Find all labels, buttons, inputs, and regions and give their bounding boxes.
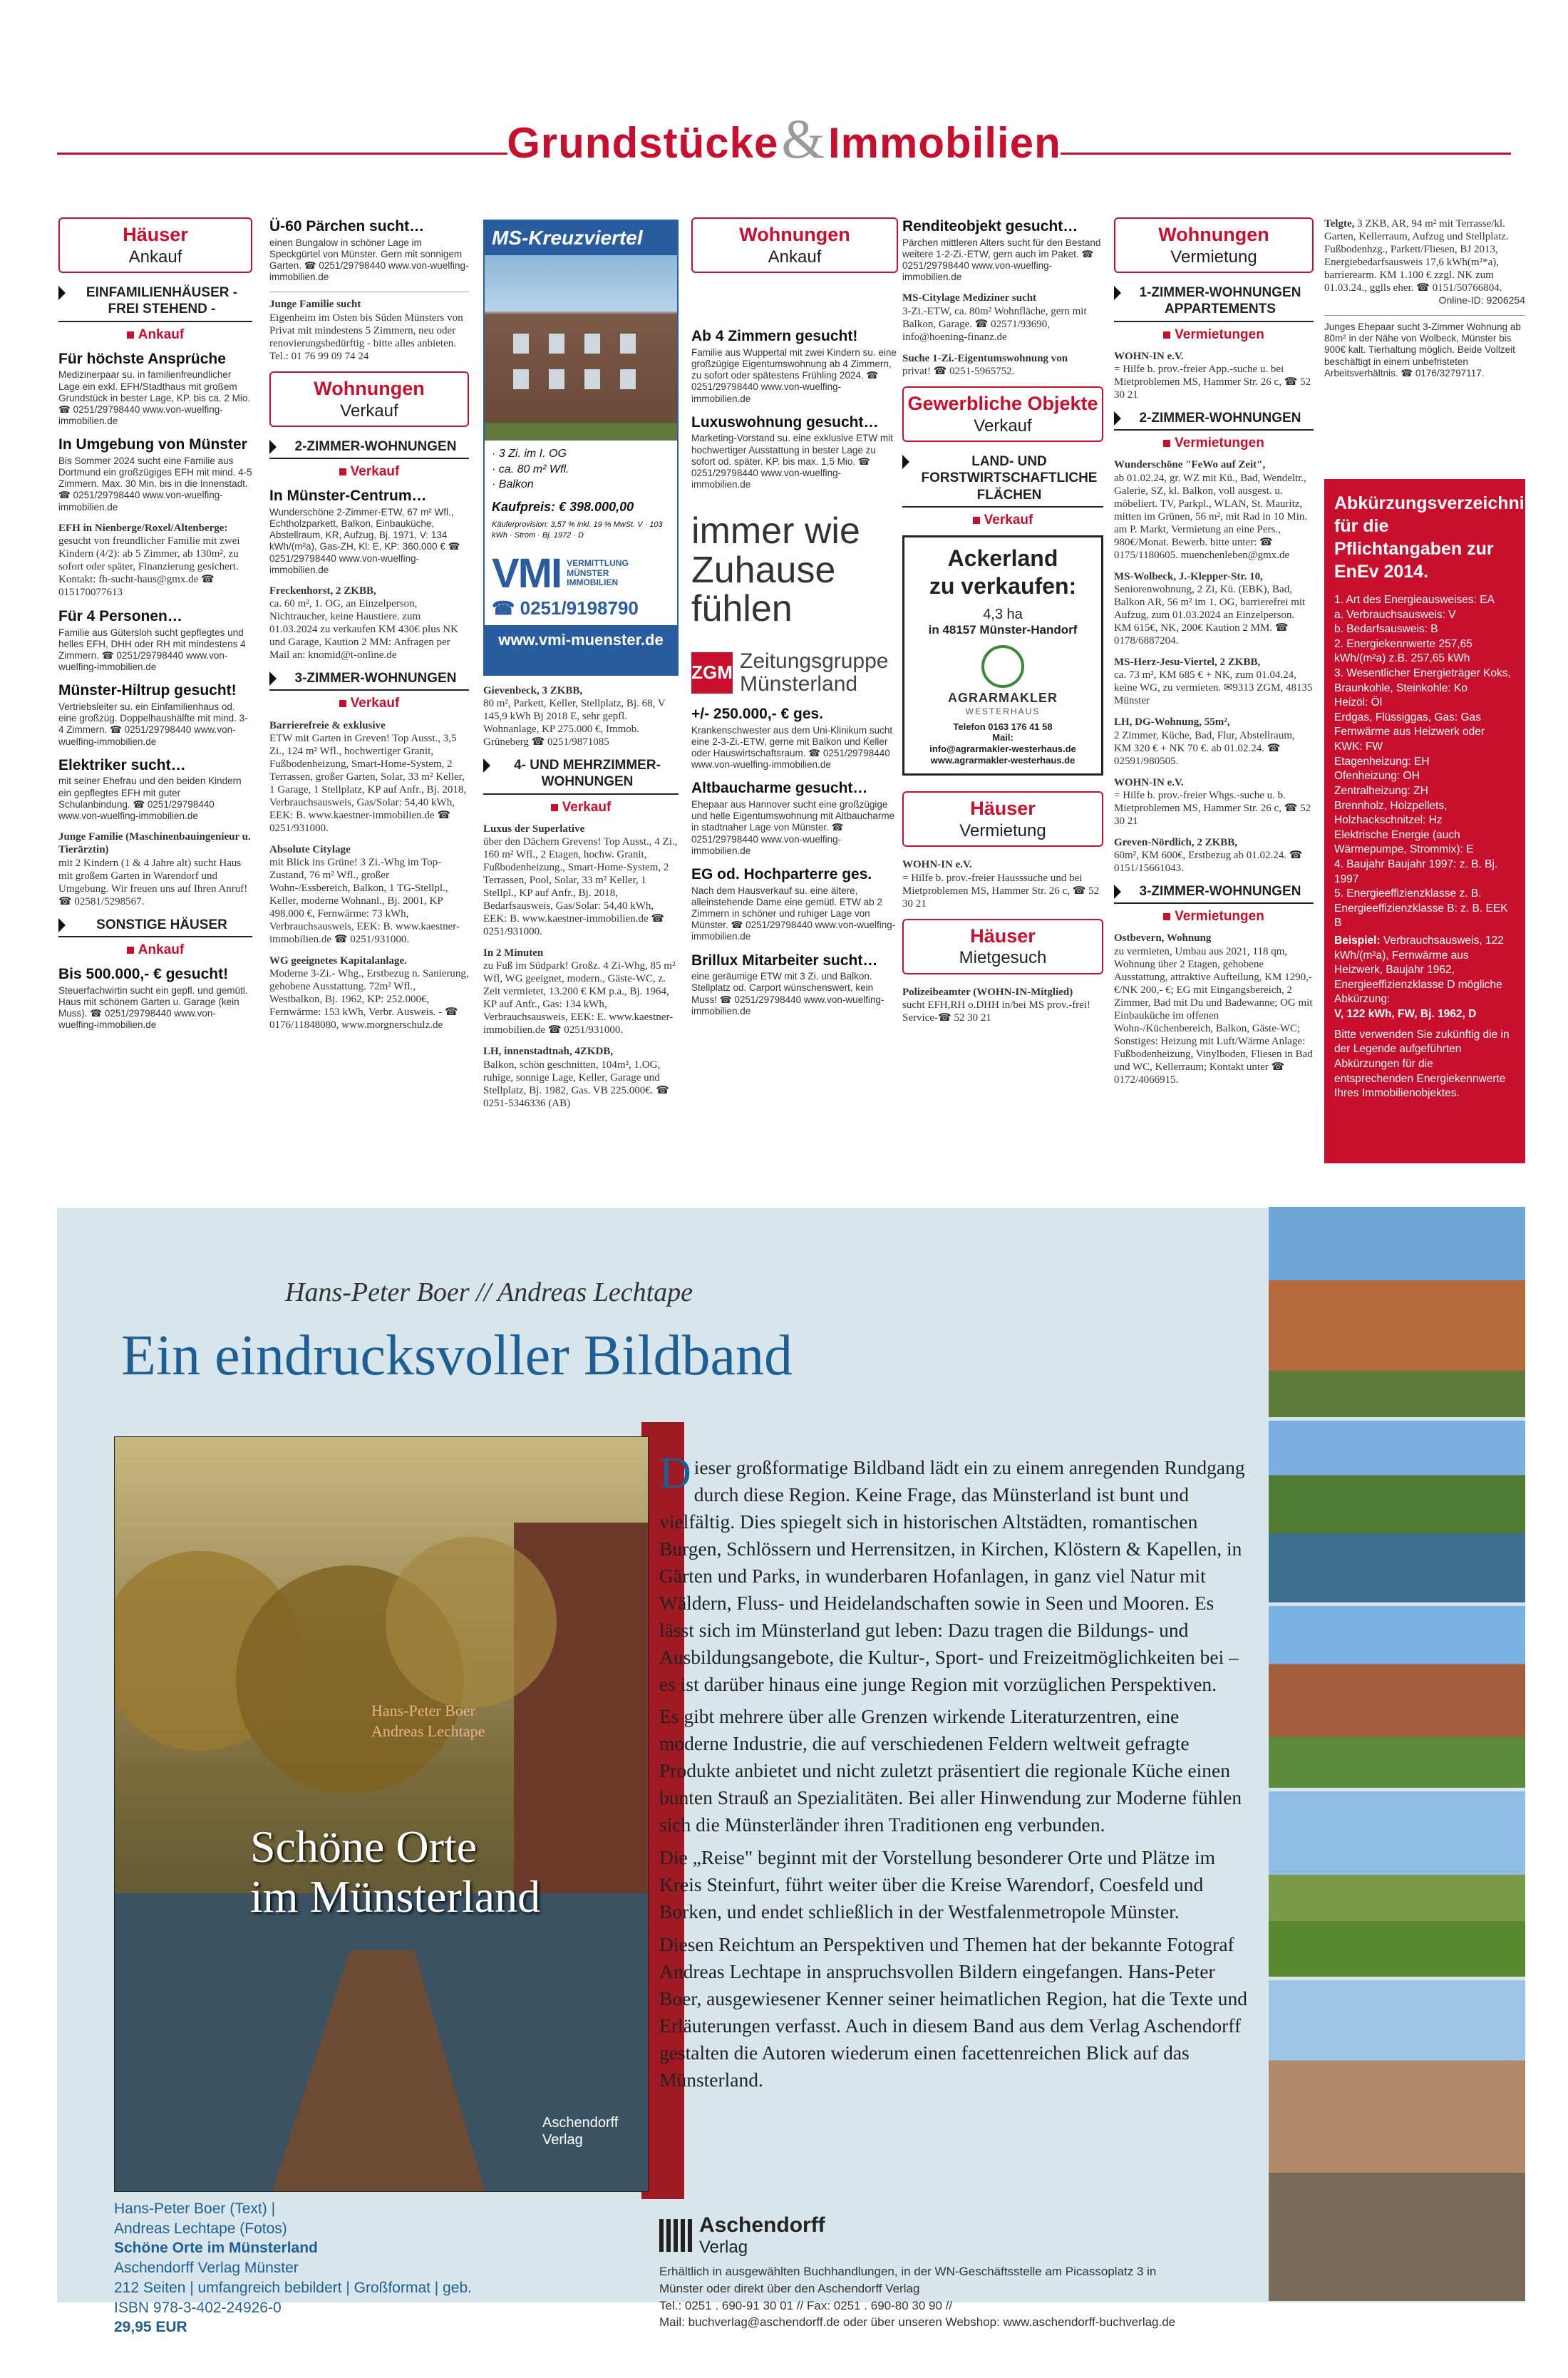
slogan-line: immer wie xyxy=(691,510,860,552)
book-meta-line: Hans-Peter Boer (Text) | xyxy=(114,2201,276,2217)
acker-brand-sub: WESTERHAUS xyxy=(965,706,1041,716)
legend-item: 5. Energieeffizienzklasse z. B. Energieeffizienzklasse B: z. B. EEK B xyxy=(1334,887,1508,930)
book-cover xyxy=(114,1436,649,2192)
ad-headline: LH, DG-Wohnung, 55m², xyxy=(1114,716,1230,729)
publisher-logo xyxy=(659,2213,825,2258)
book-title: im Münsterland xyxy=(250,1871,541,1923)
ad-body: ca. 60 m², 1. OG, an Einzelperson, Nichtraucher, keine Haustiere. zum 01.03.2024 zu verkaufen KM 430€ plus NK und Garage, Kaution 2 MM: Anfragen per Mail an: knomid@t-online.de xyxy=(269,598,458,662)
ad-headline: Für 4 Personen… xyxy=(58,608,182,625)
category-subtitle: Ankauf xyxy=(768,247,822,267)
column-1 xyxy=(58,217,252,1039)
book-meta-line: Andreas Lechtape (Fotos) xyxy=(114,2220,287,2237)
classified-ad xyxy=(58,681,252,747)
classified-ad xyxy=(1114,458,1314,561)
zgm-logo-line: Münsterland xyxy=(740,671,858,696)
category-title: Häuser xyxy=(123,224,188,245)
ad-body: über den Dächern Grevens! Top Ausst., 4 Zi., 160 m² Wfl., 2 Etagen, hochw. Granit, Fußbodenheizung., Smart-Home-System, 2 Terrassen, Pool, Solar, 33 m² Keller, 1 Stellpl., KP auf Anfr., Bj. 2018, Bedarfsausweis, Gas/Solar: 54,40 kWh, EEK: B. www.kaestner-immobilien.de ☎ 0251/931000. xyxy=(483,836,678,938)
ad-body: Seniorenwohnung, 2 Zi, Kü. (EBK), Bad, Balkon AR, 56 m² im 1. OG, barrierefrei mit Aufzug, zum 01.03.2024 an Einzelperson. KM 615€, NK, 200€ Kaution 2 MM. ☎ 0178/6887204. xyxy=(1114,583,1306,647)
section-title: LAND- UND FORSTWIRTSCHAFTLICHE FLÄCHEN xyxy=(902,453,1103,503)
ad-body: Nach dem Hausverkauf su. eine ältere, alleinstehende Dame eine gemütl. ETW ab 2 Zimmern in schöner und ruhiger Lage von Münster. ☎ 0251/29798440 www.von-wuelfing-immobilien.de xyxy=(691,885,896,942)
promo-paragraph: ieser großformatige Bildband lädt ein zu einem anregenden Rundgang durch diese Region. Keine Frage, das Münsterland ist bunt und vielfältig. Dies spiegelt sich in historischen Altstädten, romantischen Burgen, Schlössern und Herrensitzen, in Kirchen, Klöstern & Kapellen, in Gärten und Parks, in wunderbaren Hofanlagen, in ganz viel Natur mit Wäldern, Fluss- und Heidelandschaften sowie in Seen und Mooren. Es lässt sich im Münsterland gut leben: Dazu tragen die Bildungs- und Ausbildungsangebote, die Kultur-, Sport- und Freizeitmöglichkeiten bei – es ist darüber hinaus eine junge Region mit vorzüglichen Perspektiven. xyxy=(659,1456,1245,1695)
vmi-website: www.vmi-muenster.de xyxy=(485,625,677,655)
book-author: Andreas Lechtape xyxy=(371,1721,485,1740)
ad-headline: In 2 Minuten xyxy=(483,947,544,959)
legend-example-result: V, 122 kWh, FW, Bj. 1962, D xyxy=(1334,1008,1477,1021)
ad-body: ab 01.02.24, gr. WZ mit Kü., Bad, Wendeltr., Galerie, SZ, kl. Balkon, voll ausgest. u. möbeliert. TV, Parkpl., WLAN, St. Mauritz, mitten im Grünen, 56 m², mit Rad in 10 Min. am P. Markt, Vermietung an eine Pers., 980€/Monat. Bewerb. bitte unter: ☎ 0175/1180605. muenchenleben@gmx.de xyxy=(1114,472,1308,561)
ad-body: mit 2 Kindern (1 & 4 Jahre alt) sucht Haus mit großem Garten in Warendorf und Umgebung. Wir freuen uns auf Ihren Anruf! ☎ 02581/5298567. xyxy=(58,857,248,907)
ad-headline: WOHN-IN e.V. xyxy=(902,859,972,871)
vmi-price: Kaufpreis: € 398.000,00 xyxy=(492,499,634,514)
vmi-detail-area: · ca. 80 m² Wfl. xyxy=(492,463,569,475)
window-shape xyxy=(620,334,636,354)
ad-body: 3 ZKB, AR, 94 m² mit Terrasse/kl. Garten, Kellerraum, Aufzug und Stellplatz. Fußbodenhzg., Parkett/Fliesen, BJ 2013, Energiebedarfsausweis 17,6 kWh(m²*a), barrierearm. KM 1.100 € zzgl. NK zum 01.03.24., gglls eher. ☎ 0151/50766804. xyxy=(1324,218,1509,294)
section-subtitle: Vermietungen xyxy=(1114,908,1314,925)
classified-ad xyxy=(691,865,898,943)
legend-item: Etagenheizung: EH xyxy=(1334,755,1430,768)
ad-body: Eigenheim im Osten bis Süden Münsters von Privat mit mindestens 5 Zimmern, neu oder renovierungsbedürftig - bitte alles anbieten. Tel.: 01 76 99 09 74 24 xyxy=(269,312,463,362)
legend-footer: Bitte verwenden Sie zukünftig die in der Legende aufgeführten Abkürzungen für die entsprechenden Energiekennwerte Ihres Immobilienobjektes. xyxy=(1334,1028,1510,1100)
ad-body: zu vermieten, Umbau aus 2021, 118 qm, Wohnung über 2 Etagen, gehobene Ausstattung, attraktive Aufteilung, KM 1290,- €/NK 200,- €; EG mit Eingangsbereich, 2 Zimmer, Bad mit Du und Badewanne; OG mit Einbauküche im offenen Wohn-/Küchenbereich, Balkon, Gäste-WC; Sonstiges: Heizung mit Luft/Wärme Anlage: Fußbodenheizung, Vinylboden, Fliesen in Bad und WC, Kellerraum; Kontakt unter ☎ 0172/4066915. xyxy=(1114,945,1313,1086)
section-subtitle: Vermietungen xyxy=(1114,326,1314,343)
legend-example: Verbrauchsausweis, 122 kWh/(m²a), Fernwärme aus Heizwerk, Baujahr 1962, Energieeffizienzklasse D mögliche Abkürzung: xyxy=(1334,935,1504,1006)
classified-ad xyxy=(269,487,469,576)
ad-body: Vertriebsleiter su. ein Einfamilienhaus od. eine großzüg. Doppelhaushälfte mit mind. 3-4 Zimmern. ☎ 0251/29798440 www.von-wuelfing-immobilien.de xyxy=(58,701,248,747)
window-shape xyxy=(513,369,529,389)
classified-ad xyxy=(269,585,469,662)
vmi-brand-subtitle: VERMITTLUNG MÜNSTER IMMOBILIEN xyxy=(567,558,629,587)
section-rule xyxy=(1114,321,1314,322)
category-subtitle: Verkauf xyxy=(340,401,398,421)
vmi-phone: ☎ 0251/9198790 xyxy=(492,597,639,619)
ad-body: Ehepaar aus Hannover sucht eine großzügige und helle Eigentumswohnung mit Altbaucharme in stadtnaher Lage von Münster. ☎ 0251/29798440 www.von-wuelfing-immobilien.de xyxy=(691,799,895,856)
column-6 xyxy=(1114,217,1314,1095)
ad-body: Familie aus Wuppertal mit zwei Kindern su. eine großzügige Eigentumswohnung ab 4 Zimmern, zu sofort oder spätestens Frühling 2024. ☎ 0251/29798440 www.von-wuelfing-immobilien.de xyxy=(691,346,897,404)
photo-cows-pasture xyxy=(1269,1791,1525,1977)
spacer xyxy=(902,776,1103,791)
slogan-line: fühlen xyxy=(691,588,793,630)
book-meta-line: Aschendorff Verlag Münster xyxy=(114,2260,299,2277)
ad-body: = Hilfe b. prov.-freier App.-suche u. bei Mietproblemen MS, Hammer Str. 26 c, ☎ 52 30 21 xyxy=(1114,364,1311,401)
ad-body: Steuerfachwirtin sucht ein gepfl. und gemütl. Haus mit schönem Garten u. Garage (kein Muss). ☎ 0251/29798440 www.von-wuelfing-immobilien.de xyxy=(58,984,248,1031)
book-price: 29,95 EUR xyxy=(114,2319,187,2336)
ad-headline: Junge Familie (Maschinenbauingenieur u. Tierärztin) xyxy=(58,831,251,856)
classified-ad xyxy=(1114,716,1314,767)
ad-headline: WOHN-IN e.V. xyxy=(1114,776,1184,788)
acker-subtitle: zu verkaufen: xyxy=(929,572,1077,599)
section-subtitle: Vermietungen xyxy=(1114,435,1314,451)
column-7 xyxy=(1324,217,1525,388)
ad-body: Marketing-Vorstand su. eine exklusive ETW mit hochwertiger Ausstattung in bester Lage zu sofort od. später. KP. bis max. 1,5 Mio. ☎ 0251/29798440 www.von-wuelfing-immobilien.de xyxy=(691,433,893,490)
ad-headline: EFH in Nienberge/Roxel/Altenberge: xyxy=(58,522,228,534)
ad-body: ca. 73 m², KM 685 € + NK, zum 01.04.24, keine WG, zu vermieten. ✉9313 ZGM, 48135 Münster xyxy=(1114,669,1313,707)
ad-headline: Greven-Nördlich, 2 ZKBB, xyxy=(1114,836,1238,848)
classified-ad xyxy=(269,843,469,946)
classified-ad xyxy=(691,413,898,491)
section-title: 2-ZIMMER-WOHNUNGEN xyxy=(269,438,469,455)
photo-strip xyxy=(1269,1207,1525,2301)
legend-title: Abkürzungsverzeichnis für die Pflichtangaben zur EnEv 2014. xyxy=(1334,493,1535,582)
ad-headline: MS-Citylage Mediziner sucht xyxy=(902,292,1037,304)
ad-body: mit Blick ins Grüne! 3 Zi.-Whg im Top-Zustand, 76 m² Wfl., großer Wohn-/Essbereich, Balkon, 1 TG-Stellpl., Keller, moderne Wohnanl., Bj. 2001, KP 498.000 €, Fernwärme: 73 kWh, Verbrauchsausweis, EEK: B. www.kaestner-immobilien.de ☎ 0251/931000. xyxy=(269,857,460,946)
publisher-name: Aschendorff xyxy=(699,2213,825,2237)
ad-headline: Absolute Citylage xyxy=(269,843,351,855)
ad-headline: Gievenbeck, 3 ZKBB, xyxy=(483,685,583,696)
dropcap: D xyxy=(659,1449,691,1498)
book-meta xyxy=(114,2199,472,2337)
ad-headline: WOHN-IN e.V. xyxy=(1114,350,1184,362)
classified-ad xyxy=(1114,776,1314,828)
ad-headline: Elektriker sucht… xyxy=(58,756,186,773)
column-5 xyxy=(902,217,1103,1033)
classified-ad xyxy=(269,954,469,1031)
category-subtitle: Vermietung xyxy=(959,820,1046,840)
zgm-logo xyxy=(691,650,898,695)
ad-body: zu Fuß im Südpark! Großz. 4 Zi-Whg, 85 m² Wfl, WG geeignet, modern., Gäste-WC, z. Zeit vermietet, 13.200 € KM p.a., Bj. 1964, KP auf Anfr., Gas: 134 kWh, Verbrauchsausweis, EEK: E. www.kaestner-immobilien.de ☎ 0251/931000. xyxy=(483,960,676,1036)
ad-headline: Altbaucharme gesucht… xyxy=(691,780,868,797)
classified-ad xyxy=(58,830,252,908)
promo-headline: Ein eindrucksvoller Bildband xyxy=(121,1324,793,1387)
agrarmakler-icon xyxy=(981,645,1024,688)
photo-market-square xyxy=(1269,1980,1525,2301)
photo-castle xyxy=(1269,1421,1525,1602)
acker-area: 4,3 ha xyxy=(983,606,1023,622)
section-rule xyxy=(58,936,252,937)
window-shape xyxy=(620,369,636,389)
ad-headline: MS-Wolbeck, J.-Klepper-Str. 10, xyxy=(1114,570,1263,582)
ackerland-ad xyxy=(902,535,1103,776)
classified-ad xyxy=(902,217,1103,283)
classified-ad xyxy=(1114,836,1314,875)
ad-headline: Brillux Mitarbeiter sucht… xyxy=(691,952,878,969)
slogan-line: Zuhause xyxy=(691,549,836,591)
acker-mail-label: Mail: xyxy=(992,732,1013,743)
category-subtitle: Vermietung xyxy=(1170,247,1257,267)
ad-headline: In Umgebung von Münster xyxy=(58,436,247,453)
ad-headline: Junge Familie sucht xyxy=(269,299,361,311)
ad-body: Pärchen mittleren Alters sucht für den Bestand weitere 1-2-Zi.-ETW, gern auch im Paket. ☎ 0251/29798440 www.von-wuelfing-immobilien.de xyxy=(902,237,1101,283)
classified-ad xyxy=(483,1045,679,1109)
vmi-details xyxy=(485,441,677,547)
section-subtitle: Ankauf xyxy=(58,326,252,343)
ad-body: mit seiner Ehefrau und den beiden Kindern ein gepflegtes EFH mit guter Schulanbindung. ☎ 0251/29798440 www.von-wuelfing-immobilien.de xyxy=(58,776,242,821)
section-subtitle: Verkauf xyxy=(269,463,469,480)
legend-item: Erdgas, Flüssiggas, Gas: Gas xyxy=(1334,711,1481,724)
section-title: EINFAMILIENHÄUSER - FREI STEHEND - xyxy=(58,284,252,317)
legend-item: a. Verbrauchsausweis: V xyxy=(1334,608,1456,621)
column-4 xyxy=(691,217,898,1026)
slogan xyxy=(691,512,898,629)
zgm-logo-line: Zeitungsgruppe xyxy=(740,649,889,674)
section-subtitle: Verkauf xyxy=(483,799,679,815)
zgm-logo-mark: ZGM xyxy=(691,652,733,694)
classified-ad xyxy=(269,298,469,362)
classified-ad xyxy=(58,607,252,673)
classified-ad xyxy=(58,965,252,1031)
promo-paragraph: Die „Reise" beginnt mit der Vorstellung besonderer Orte und Plätze im Kreis Steinfurt, führt weiter über die Kreise Warendorf, Coesfeld und Borken, und endet schließlich in der Westfalenmetropole Münster. xyxy=(659,1846,1216,1923)
legend-example-label: Beispiel: xyxy=(1334,935,1381,947)
category-box xyxy=(902,386,1103,442)
category-box xyxy=(691,217,898,273)
ad-headline: EG od. Hochparterre ges. xyxy=(691,865,872,882)
section-title: 3-ZIMMER-WOHNUNGEN xyxy=(1114,883,1314,900)
ad-headline: Telgte, xyxy=(1324,218,1355,230)
header-title-left: Grundstücke xyxy=(507,119,779,167)
category-title: Häuser xyxy=(970,925,1036,947)
category-box xyxy=(902,791,1103,847)
promo-authors: Hans-Peter Boer // Andreas Lechtape xyxy=(285,1277,693,1307)
ad-headline: Polizeibeamter (WOHN-IN-Mitglied) xyxy=(902,986,1073,998)
ad-headline: Ab 4 Zimmern gesucht! xyxy=(691,328,858,345)
vmi-fineprint: Käuferprovision: 3,57 % inkl. 19 % MwSt. V · 103 kWh · Strom · Bj. 1972 · D xyxy=(492,520,663,540)
header-ampersand: & xyxy=(781,108,826,170)
classified-ad xyxy=(58,756,252,822)
classified-ad xyxy=(483,684,679,748)
ad-body: sucht EFH,RH o.DHH in/bei MS prov.-frei! Service-☎ 52 30 21 xyxy=(902,999,1091,1024)
section-header xyxy=(57,107,1511,185)
ad-headline: Ü-60 Pärchen sucht… xyxy=(269,218,425,235)
classified-ad xyxy=(902,352,1103,378)
book-isbn: ISBN 978-3-402-24926-0 xyxy=(114,2299,282,2316)
category-subtitle: Verkauf xyxy=(974,416,1032,436)
vmi-logo xyxy=(485,547,677,625)
section-rule xyxy=(58,321,252,322)
book-meta-title: Schöne Orte im Münsterland xyxy=(114,2240,318,2257)
section-rule xyxy=(902,506,1103,508)
category-subtitle: Ankauf xyxy=(128,247,182,267)
classified-ad xyxy=(269,217,469,283)
category-title: Wohnungen xyxy=(739,224,850,245)
classified-ad xyxy=(902,292,1103,343)
classified-ad xyxy=(691,327,898,405)
classified-ad xyxy=(1114,932,1314,1086)
window-shape xyxy=(513,334,529,354)
ad-headline: Suche 1-Zi.-Eigentumswohnung von xyxy=(902,352,1068,364)
category-subtitle: Mietgesuch xyxy=(959,948,1047,968)
acker-brand: AGRARMAKLER xyxy=(948,691,1058,706)
publisher-info-line: Erhältlich in ausgewählten Buchhandlungen, in der WN-Geschäftsstelle am Picassoplatz 3 in xyxy=(659,2265,1157,2278)
section-title: 3-ZIMMER-WOHNUNGEN xyxy=(269,670,469,686)
section-subtitle: Verkauf xyxy=(902,512,1103,528)
classified-ad xyxy=(483,823,679,938)
classified-ad xyxy=(691,952,898,1017)
legend-item: Heizöl: Öl xyxy=(1334,696,1383,709)
promo-text xyxy=(659,1449,1251,2099)
category-box xyxy=(58,217,252,273)
photo-manor xyxy=(1269,1606,1525,1788)
vmi-title: MS-Kreuzviertel xyxy=(485,221,677,255)
classified-ad xyxy=(902,858,1103,910)
acker-title: Ackerland xyxy=(947,545,1058,571)
legend-item: Zentralheizung: ZH xyxy=(1334,784,1428,797)
publisher-sub: Verlag xyxy=(699,2238,748,2257)
legend-item: Ofenheizung: OH xyxy=(1334,770,1420,783)
vmi-brand: VMI xyxy=(492,550,562,597)
classified-ad xyxy=(58,436,252,513)
classified-ad xyxy=(1324,321,1525,379)
section-subtitle: Verkauf xyxy=(269,695,469,711)
classified-ad xyxy=(691,705,898,771)
classified-ad xyxy=(58,522,252,599)
category-box xyxy=(902,919,1103,974)
header-title-right: Immobilien xyxy=(828,119,1061,167)
section-title: SONSTIGE HÄUSER xyxy=(58,917,252,933)
ad-headline: Freckenhorst, 2 ZKBB, xyxy=(269,585,376,597)
header-title xyxy=(57,107,1511,171)
ad-headline: Luxus der Superlative xyxy=(483,823,585,835)
ad-headline: LH, innenstadtnah, 4ZKDB, xyxy=(483,1046,614,1058)
ad-headline: +/- 250.000,- € ges. xyxy=(691,706,824,723)
section-rule xyxy=(1114,429,1314,431)
ad-body: 2 Zimmer, Küche, Bad, Flur, Abstellraum, KM 320 € + NK 70 €. ab 01.02.24. ☎ 02591/980505. xyxy=(1114,729,1295,767)
vmi-detail-rooms: · 3 Zi. im I. OG xyxy=(492,448,567,460)
book-meta-line: 212 Seiten | umfangreich bebildert | Großformat | geb. xyxy=(114,2279,472,2296)
spacer xyxy=(691,284,898,327)
book-promotion xyxy=(57,1208,1525,2336)
book-cover-image xyxy=(115,1437,649,2192)
classified-ad xyxy=(691,779,898,857)
book-author: Hans-Peter Boer xyxy=(371,1702,476,1719)
ad-body: 60m², KM 600€, Erstbezug ab 01.02.24. ☎ 0151/15661043. xyxy=(1114,850,1303,875)
ad-headline: Bis 500.000,- € gesucht! xyxy=(58,966,229,983)
column-2 xyxy=(269,217,469,1040)
ad-body: = Hilfe b. prov.-freier Whgs.-suche u. b. Mietproblemen MS, Hammer Str. 26 c, ☎ 52 30 21 xyxy=(1114,789,1311,827)
legend-item: Elektrische Energie (auch Wärmepumpe, Strommix): E xyxy=(1334,828,1474,856)
window-shape xyxy=(549,334,564,354)
ad-body: Bis Sommer 2024 sucht eine Familie aus Dortmund ein großzügiges EFH mit mind. 4-5 Zimmern. Max. 30 Min. bis in die Innenstadt. ☎ 0251/29798440 www.von-wuelfing-immobilien.de xyxy=(58,455,252,513)
vmi-detail-balcony: · Balkon xyxy=(492,478,534,491)
legend-item: Fernwärme aus Heizwerk oder KWK: FW xyxy=(1334,726,1485,753)
classified-ad xyxy=(58,350,252,428)
legend-item: Brennholz, Holzpellets, Holzhackschnitzel: Hz xyxy=(1334,799,1448,827)
legend-item: 3. Wesentlicher Energieträger Koks, Braunkohle, Steinkohle: Ko xyxy=(1334,667,1511,694)
ad-headline: Luxuswohnung gesucht… xyxy=(691,413,879,431)
divider xyxy=(1324,315,1525,316)
window-shape xyxy=(584,369,600,389)
ad-body: ETW mit Garten in Greven! Top Ausst., 3,5 Zi., 124 m² Wfl., hochwertiger Granit, Fußbodenheizung, Smart-Home-System, 2 Terrassen, großer Garten, Solar, 33 m² Keller, 1 Garage, 1 Stellplatz, KP auf Anfr., Bj. 2018, Verbrauchsausweis, Gas/Solar: 54,40 kWh, EEK: B. www.kaestner-immobilien.de ☎ 0251/931000. xyxy=(269,732,467,834)
publisher-info-line: Münster oder direkt über den Aschendorff Verlag xyxy=(659,2281,920,2295)
online-id: Online-ID: 9206254 xyxy=(1438,294,1525,306)
classified-ad xyxy=(902,986,1103,1024)
column-3 xyxy=(483,684,679,1118)
aschendorff-icon xyxy=(659,2219,692,2252)
classified-ad xyxy=(1114,350,1314,401)
ad-body: Moderne 3-Zi.- Whg., Erstbezug n. Sanierung, gehobene Ausstattung. 72m² Wfl., Westbalkon, Bj. 1962, KP: 252.000€, Fernwärme: 153 kWh, Verbr. Ausweis. - ☎ 0176/11848080, www.morgnerschulz.de xyxy=(269,968,469,1031)
ad-body: 80 m², Parkett, Keller, Stellplatz, Bj. 68, V 145,9 kWh Bj 2018 E, sehr gepfl. Wohnanlage, KP 275.000 €, Immob. Grüneberg ☎ 0251/9871085 xyxy=(483,698,666,748)
ad-headline: In Münster-Centrum… xyxy=(269,488,427,505)
legend-item: 1. Art des Energieausweises: EA xyxy=(1334,594,1495,606)
ad-body: 3-Zi.-ETW, ca. 80m² Wohnfläche, gern mit Balkon, Garage. ☎ 02571/93690, info@hoening-finanz.de xyxy=(902,305,1087,343)
acker-mail: info@agrarmakler-westerhaus.de xyxy=(929,743,1076,755)
ad-body: gesucht von freundlicher Familie mit zwei Kindern (4/2): ab 5 Zimmer, ab 130m², zu sofort oder später, Finanzierung gesichert. Kontakt: fh-sucht-haus@gmx.de ☎ 015170077613 xyxy=(58,535,240,599)
classified-ad xyxy=(1324,217,1525,307)
ad-body: Junges Ehepaar sucht 3-Zimmer Wohnung ab 80m² in der Nähe von Wolbeck, Münster bis 900€ kalt. Tierhaltung möglich. Beide Vollzeit beschäftigt in einem unbefristeten Arbeitsverhältnis. ☎ 0176/32797117. xyxy=(1324,321,1521,379)
section-rule xyxy=(483,793,679,795)
ad-headline: Münster-Hiltrup gesucht! xyxy=(58,682,237,699)
category-title: Wohnungen xyxy=(1158,224,1269,245)
abbreviation-legend xyxy=(1324,479,1535,1163)
promo-paragraph: Diesen Reichtum an Perspektiven und Themen hat der bekannte Fotograf Andreas Lechtape in anspruchsvollen Bildern eingefangen. Hans-Peter Boer, ausgewiesener Kenner seiner heimatlichen Region, hat die Texte und Erläuterungen verfasst. Auch in diesem Band aus dem Verlag Aschendorff gestalten die Autoren wiederum einen facettenreichen Blick auf das Münsterland. xyxy=(659,1932,1247,2091)
ad-body: Krankenschwester aus dem Uni-Klinikum sucht eine 2-3-Zi.-ETW, gerne mit Balkon und Keller oder Hauswirtschaftsraum. ☎ 0251/29798440 www.von-wuelfing-immobilien.de xyxy=(691,724,893,771)
ad-body: eine geräumige ETW mit 3 Zi. und Balkon. Stellplatz od. Carport wünschenswert, kein Muss! ☎ 0251/29798440 www.von-wuelfing-immobilien.de xyxy=(691,971,884,1016)
section-title: 1-ZIMMER-WOHNUNGEN APPARTEMENTS xyxy=(1114,284,1314,317)
ad-body: Familie aus Gütersloh sucht gepflegtes und helles EFH, DHH oder RH mit mindestens 4 Zimmern. ☎ 0251/29798440 www.von-wuelfing-immobilien.de xyxy=(58,627,246,673)
legend-item: b. Bedarfsausweis: B xyxy=(1334,623,1438,636)
ad-body: Balkon, schön geschnitten, 104m², 1.OG, ruhige, sonnige Lage, Keller, Garage und Stellplatz, Bj. 1982, Gas. VB 225.000€. ☎ 0251-5346336 (AB) xyxy=(483,1059,669,1109)
publisher-info xyxy=(659,2263,1175,2331)
ad-body: privat! ☎ 0251-5965752. xyxy=(902,365,1015,377)
ad-headline: WG geeignetes Kapitalanlage. xyxy=(269,955,407,967)
category-title: Häuser xyxy=(970,798,1036,820)
apartment-building-photo xyxy=(485,255,677,441)
classified-ad xyxy=(1114,570,1314,647)
section-title: 2-ZIMMER-WOHNUNGEN xyxy=(1114,410,1314,426)
classified-ad xyxy=(269,719,469,835)
classified-ad xyxy=(483,947,679,1036)
section-rule xyxy=(1114,902,1314,904)
publisher-info-line: Tel.: 0251 . 690-91 30 01 // Fax: 0251 . 690-80 30 90 // xyxy=(659,2298,953,2312)
photo-town-hall xyxy=(1269,1207,1525,1417)
category-box xyxy=(269,371,469,427)
ad-body: Wunderschöne 2-Zimmer-ETW, 67 m² Wfl., Echtholzparkett, Balkon, Einbauküche, Abstellraum, KR, Aufzug, Bj. 1971, V: 134 kWh/(m²a), Gas-ZH, Kl: E, KP: 360.000 € ☎ 0251/29798440 www.von-wuelfing-immobilien.de xyxy=(269,506,460,575)
acker-website: www.agrarmakler-westerhaus.de xyxy=(930,755,1076,766)
ad-headline: MS-Herz-Jesu-Viertel, 2 ZKBB, xyxy=(1114,656,1261,668)
window-shape xyxy=(584,334,600,354)
book-publisher-sub: Verlag xyxy=(542,2132,583,2148)
ad-headline: Renditeobjekt gesucht… xyxy=(902,218,1078,235)
legend-item: 2. Energiekennwerte 257,65 kWh/(m²a) z.B. 257,65 kWh xyxy=(1334,637,1472,665)
ad-headline: Ostbevern, Wohnung xyxy=(1114,932,1212,944)
window-shape xyxy=(549,369,564,389)
acker-location: in 48157 Münster-Handorf xyxy=(928,623,1078,637)
category-title: Wohnungen xyxy=(314,377,425,399)
ad-body: = Hilfe b. prov.-freier Hausssuche und bei Mietproblemen MS, Hammer Str. 26 c, ☎ 52 30 21 xyxy=(902,872,1100,910)
ad-headline: Wunderschöne "FeWo auf Zeit", xyxy=(1114,459,1266,471)
vmi-advertisement xyxy=(483,220,679,676)
ad-headline: Barrierefreie & exklusive xyxy=(269,719,386,731)
book-publisher: Aschendorff xyxy=(542,2115,619,2131)
category-title: Gewerbliche Objekte xyxy=(907,392,1098,414)
legend-item: 4. Baujahr Baujahr 1997: z. B. Bj. 1997 xyxy=(1334,858,1498,885)
ad-body: Medizinerpaar su. in familienfreundlicher Lage ein exkl. EFH/Stadthaus mit großem Grundstück in bester Lage, KP. bis ca. 2 Mio. ☎ 0251/29798440 www.von-wuelfing-immobilien.de xyxy=(58,369,251,427)
section-subtitle: Ankauf xyxy=(58,942,252,958)
acker-phone: Telefon 0163 176 41 58 xyxy=(953,721,1053,732)
classified-ad xyxy=(1114,656,1314,707)
ad-body: einen Bungalow in schöner Lage im Speckgürtel von Münster. Gern mit sonnigem Garten. ☎ 0251/29798440 www.von-wuelfing-immobilien.de xyxy=(269,237,469,283)
section-rule xyxy=(269,689,469,691)
publisher-info-line: Mail: buchverlag@aschendorff.de oder über unseren Webshop: www.aschendorff-buchverlag.de xyxy=(659,2315,1176,2330)
category-box xyxy=(1114,217,1314,273)
ad-headline: Für höchste Ansprüche xyxy=(58,350,226,367)
book-title: Schöne Orte xyxy=(250,1821,478,1872)
promo-paragraph: Es gibt mehrere über alle Grenzen wirkende Literaturzentren, eine moderne Industrie, die auf verschiedenen Feldern weltweit gefragte Produkte anbietet und nicht zuletzt präsentiert die regionale Küche einen bunten Strauß an Spezialitäten. Bei aller Hinwendung zur Moderne fühlen sich die Münsterländer ihren Traditionen eng verbunden. xyxy=(659,1705,1242,1836)
section-rule xyxy=(269,458,469,459)
section-title: 4- UND MEHRZIMMER-WOHNUNGEN xyxy=(483,757,679,790)
